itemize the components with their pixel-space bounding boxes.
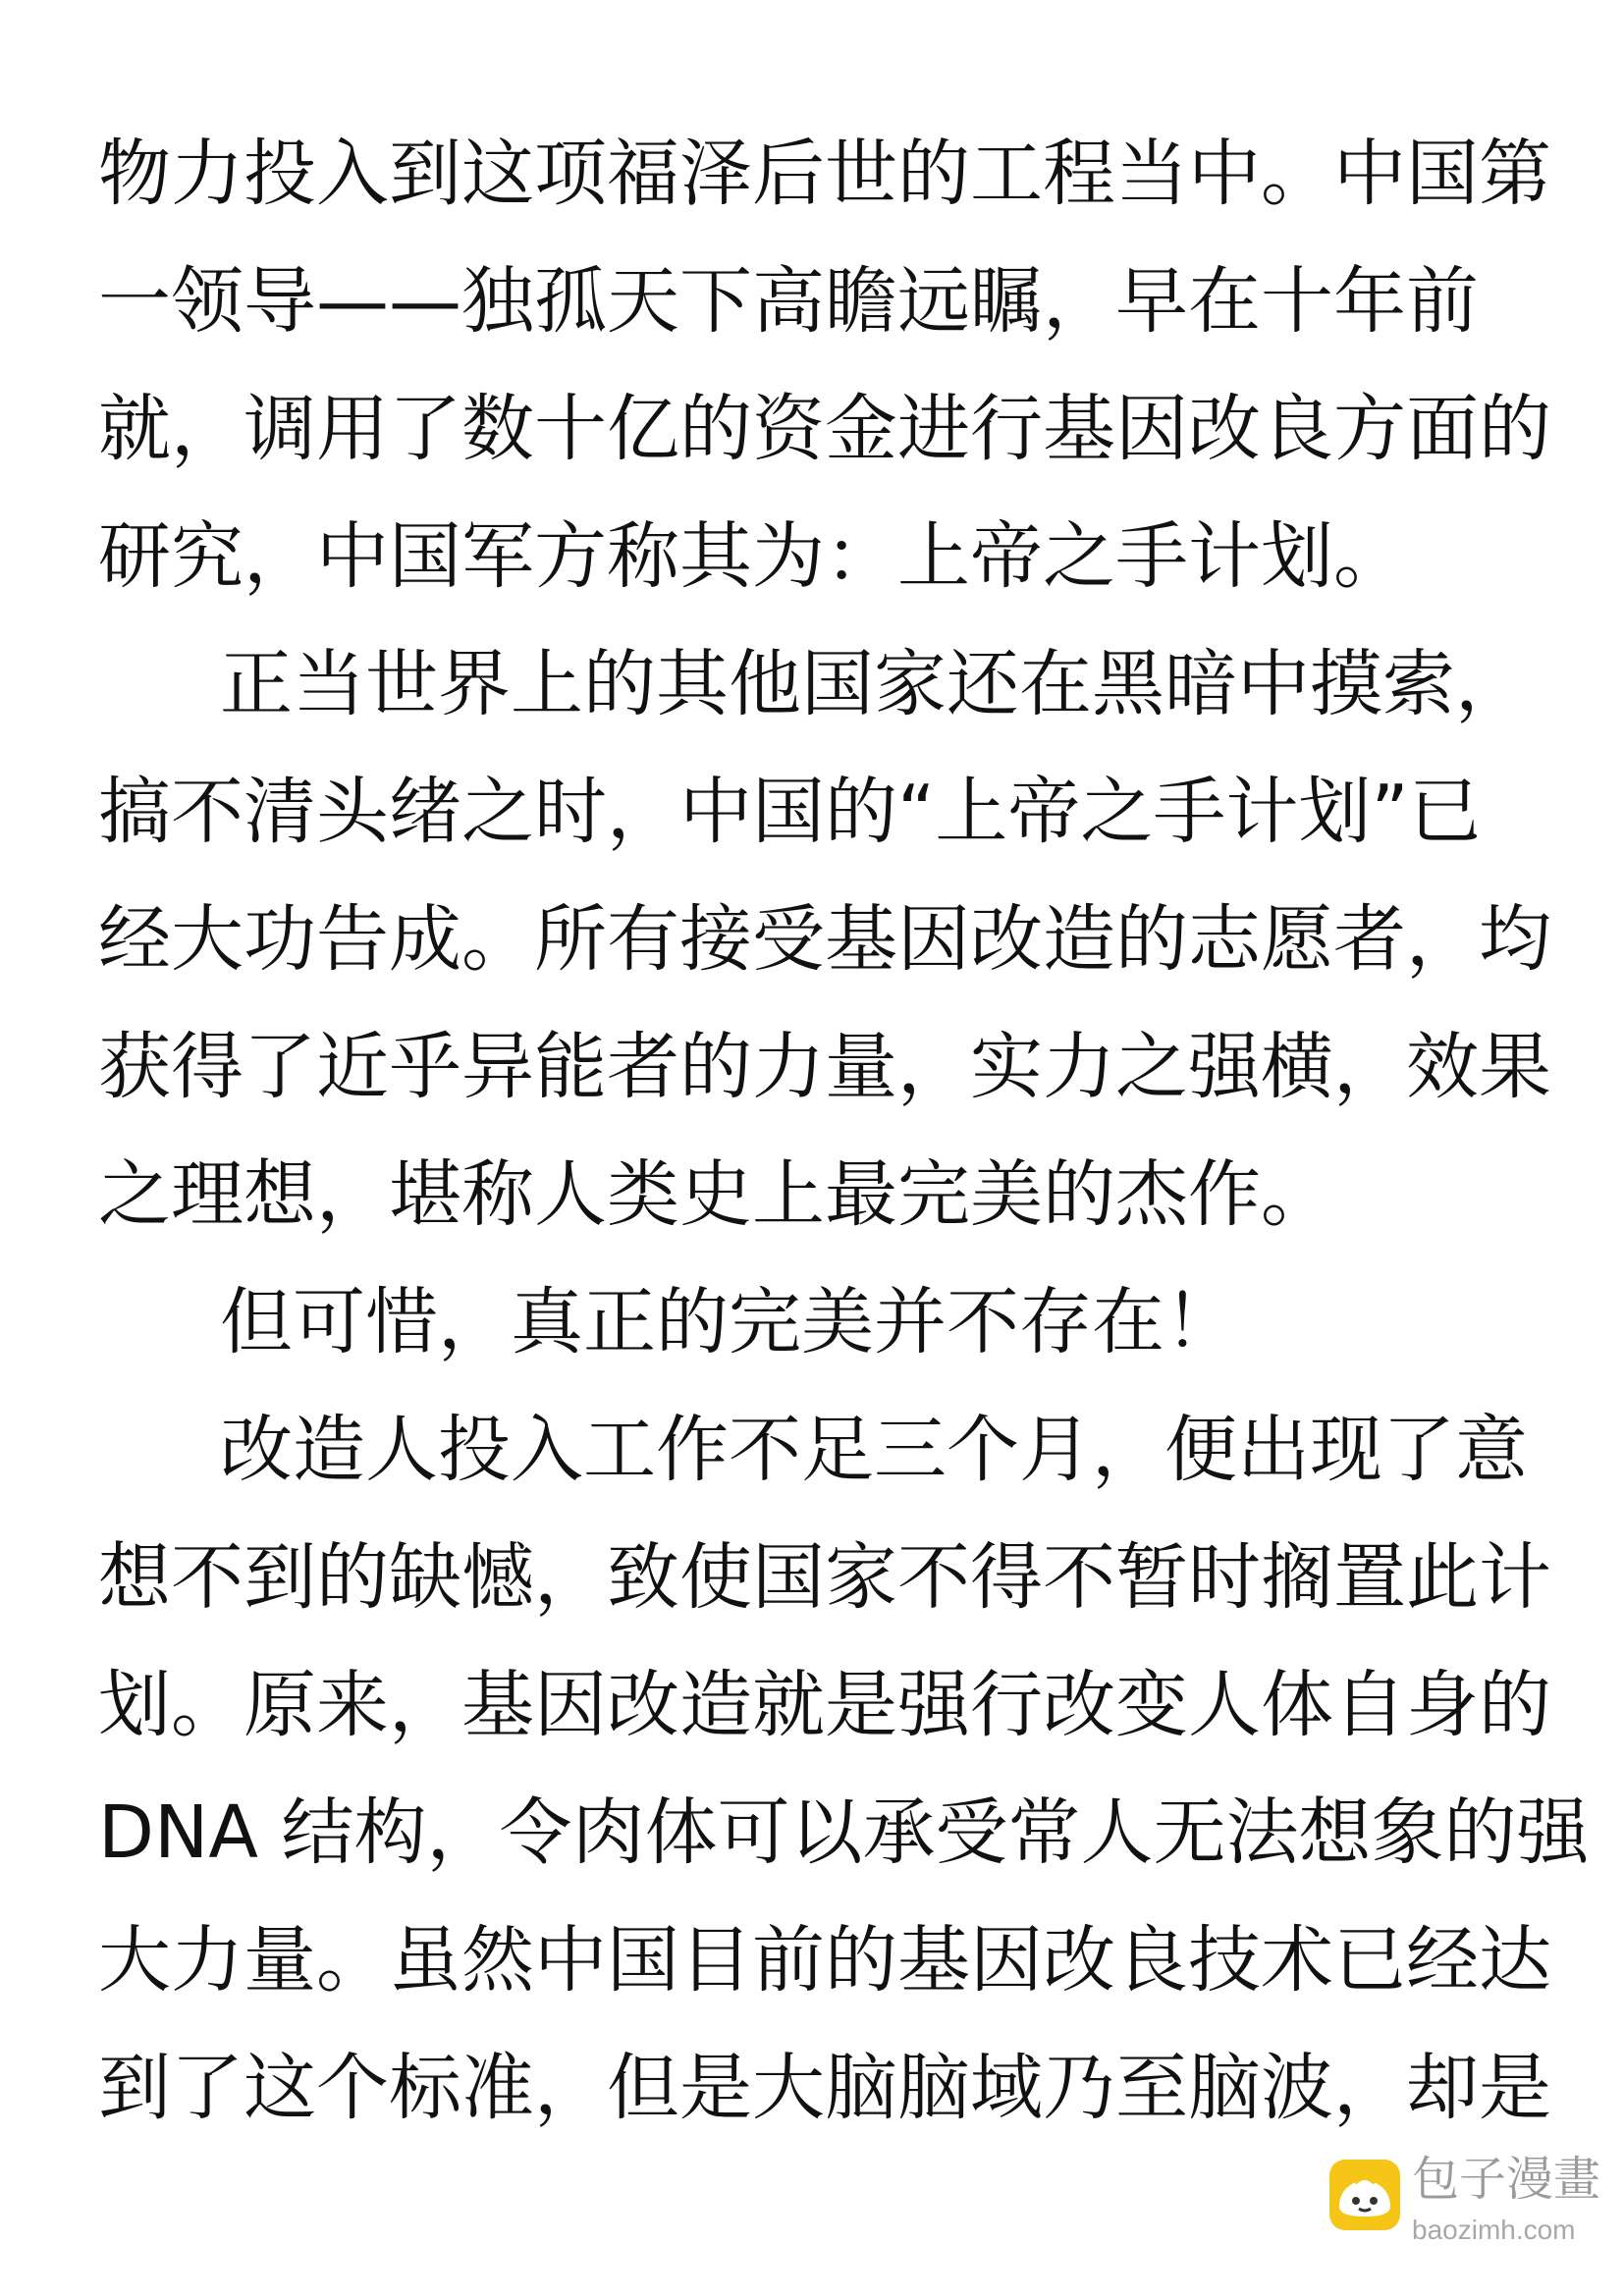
text-line: 到了这个标准，但是大脑脑域乃至脑波，却是 <box>98 2046 1551 2130</box>
text-line: 经大功告成。所有接受基因改造的志愿者，均 <box>98 897 1551 982</box>
body-text <box>98 110 1590 2152</box>
text-line: 获得了近乎异能者的力量，实力之强横，效果 <box>98 1025 1551 1109</box>
text-line: 想不到的缺憾，致使国家不得不暂时搁置此计 <box>98 1535 1551 1620</box>
text-line: 搞不清头绪之时，中国的“上帝之手计划”已 <box>98 770 1482 854</box>
text-line: 就，调用了数十亿的资金进行基因改良方面的 <box>98 387 1551 471</box>
paragraph-start-line: 改造人投入工作不足三个月，便出现了意 <box>220 1408 1528 1492</box>
text-line: 之理想，堪称人类史上最完美的杰作。 <box>98 1152 1333 1237</box>
bun-logo-icon <box>1326 2156 1404 2234</box>
text-line: 划。原来，基因改造就是强行改变人体自身的 <box>98 1663 1551 1747</box>
watermark <box>1326 2148 1610 2266</box>
paragraph-start-line: 但可惜，真正的完美并不存在！ <box>220 1280 1237 1364</box>
watermark-url: baozimh.com <box>1412 2215 1576 2245</box>
text-line: 研究，中国军方称其为：上帝之手计划。 <box>98 514 1406 599</box>
watermark-title: 包子漫畫 <box>1412 2152 1601 2207</box>
text-line: DNA 结构，令肉体可以承受常人无法想象的强 <box>98 1790 1590 1875</box>
text-line: 物力投入到这项福泽后世的工程当中。中国第 <box>98 132 1551 216</box>
paragraph-start-line: 正当世界上的其他国家还在黑暗中摸索， <box>220 642 1528 726</box>
text-line: 大力量。虽然中国目前的基因改良技术已经达 <box>98 1918 1551 2002</box>
text-line: 一领导——独孤天下高瞻远瞩，早在十年前 <box>98 259 1479 344</box>
